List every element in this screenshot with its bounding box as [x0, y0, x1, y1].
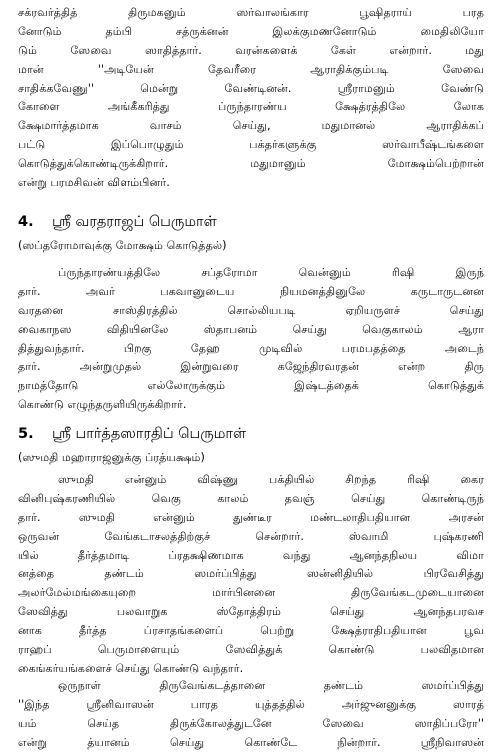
- section-4-title: ஸ்ரீ வரதராஜப் பெருமாள்: [52, 214, 217, 230]
- section-4-heading: [18, 210, 484, 234]
- section-5-line: ''இந்த ஸ்ரீனிவாஸன் பாரத யுத்தத்தில் அர்ஜுனனுக்கு ஸாரத்: [18, 697, 484, 711]
- intro-paragraph: [18, 4, 484, 193]
- intro-line: பட்டு இப்பொழுதும் பக்தர்களுக்கு ஸர்வாபீஷ்டங்களை: [18, 138, 484, 152]
- section-5-line: அலர்மேல்மங்கையுறை மார்பினனை திருவேங்கடமுடையானை: [18, 586, 484, 600]
- intro-line: என்று பரமசிவன் விளம்பினர்.: [18, 176, 170, 190]
- section-4-subtitle: (ஸப்தரோமாவுக்கு மோக்ஷம் கொடுத்தல்): [18, 239, 227, 252]
- intro-line: மான் ''அடியேன் தேவரீரை ஆராதிக்கும்படி ஸேவை: [18, 62, 484, 76]
- section-4-line: தித்துவந்தார். பிறகு தேஹ முடிவில் பரமபதத்தை அடைந்: [18, 341, 484, 355]
- intro-line: டும் ஸேவை ஸாதித்தார். வரன்களைக் கேள் என்றார். மது: [18, 43, 484, 57]
- section-5-line: னாக தீர்த்த ப்ரசாதங்களைப் பெற்று க்ஷேத்ராதிபதியான பூவ: [18, 624, 484, 638]
- section-5-paragraph-2: [18, 677, 484, 753]
- section-5-subtitle: (ஸுமதி மஹாராஜனுக்கு ப்ரத்யக்ஷம்): [18, 451, 205, 464]
- section-5-line: என்று த்யானம் செய்து கொண்டே நின்றார். ஸ்ரீநிவாஸன்: [18, 735, 484, 749]
- section-5-paragraph: [18, 471, 484, 679]
- section-4-line: வைகாநஸ விதியினலே ஸ்தாபனம் செய்து வெகுகாலம் ஆரா: [18, 322, 484, 336]
- section-5-line: வினிபுஷ்கரணியில் வெகு காலம் தவஞ் செய்து கொண்டிருந்: [18, 491, 484, 505]
- section-4-number: 4.: [18, 214, 34, 230]
- intro-line: சாதிக்கவேணு'' மென்று வேண்டினன். ஸ்ரீராமனும் வேண்டு: [18, 81, 484, 95]
- section-5-heading: [18, 422, 484, 446]
- section-4-line: நாமத்தோடு எல்லோருக்கும் இஷ்டத்தைக் கொடுத்துக்: [18, 379, 484, 393]
- section-4-line: ப்ருந்தாரண்யத்திலே சப்தரோமா வென்னும் ரிஷி இருந்: [58, 266, 484, 279]
- intro-line: கோளை அங்கீகரித்து ப்ருந்தாரண்ய க்ஷேத்ரத்திலே லோக: [18, 100, 484, 114]
- section-4-line: கொண்டு எழுந்தருளியிருக்கிறார்.: [18, 398, 187, 412]
- section-5-title: ஸ்ரீ பார்த்தஸாரதிப் பெருமாள்: [52, 426, 247, 442]
- section-5-line: ஸேவித்து பலவாறுக ஸ்தோத்திரம் செய்து ஆனந்தபரவச: [18, 605, 484, 619]
- section-4-line: தார். அன்றுமுதல் இன்றுவரை கஜேந்திரவரதன் என்ற திரு: [18, 360, 484, 374]
- section-4-paragraph: [18, 264, 484, 415]
- section-5-line: னத்தை தண்டம் ஸமர்ப்பித்து ஸன்னிதியில் பிரவேசித்து: [18, 567, 484, 581]
- intro-line: கொடுத்துக்கொண்டிருக்கிறார். மதுமானும் மோக்ஷம்பெற்றான்: [18, 157, 484, 171]
- intro-line: னோடும் தம்பி சத்ருக்னன் இலக்குமணனோடும் மைதிலியோ: [18, 24, 484, 38]
- intro-line: சக்ரவர்த்தித் திருமகனும் ஸர்வாலங்கார பூஷிதராய் பரத: [18, 6, 484, 19]
- intro-line: க்ஷேமார்த்தமாக வாசம் செய்து, மதுமானல் ஆராதிக்கப்: [18, 119, 484, 133]
- section-5-line: யம் செய்த திருக்கோலத்துடனே ஸேவை ஸாதிப்பரோ'': [18, 716, 484, 730]
- section-5-line: கைங்கர்யங்களைச் செய்து கொண்டு வந்தார்.: [18, 661, 244, 675]
- section-5-line: தார். ஸுமதி என்னும் துண்டீர மண்டலாதிபதியான அரசன்: [18, 510, 484, 524]
- section-5-line: யில் தீர்த்தமாடி ப்ரதக்ஷிணமாக வந்து ஆனந்தநிலய விமா: [18, 548, 484, 562]
- section-5-number: 5.: [18, 426, 34, 442]
- section-5-line: ஒருவன் வேங்கடாசலத்திற்குச் சென்றார். ஸ்வாமி புஷ்கரணி: [18, 529, 484, 543]
- section-4-line: வரதனை சாஸ்திரத்தில் சொல்லியபடி ஏறியருளச் செய்து: [18, 303, 484, 317]
- section-5-line: ஒருநாள் திருவேங்கடத்தானை தண்டம் ஸமர்ப்பித்து: [58, 679, 484, 692]
- section-5-line: ஸுமதி என்னும் விஷ்ணு பக்தியில் சிறந்த ரிஷி கைர: [58, 473, 484, 486]
- section-5-line: ராஹப் பெருமாளையும் ஸேவித்துக் கொண்டு பலவிதமான: [18, 643, 484, 657]
- section-4-line: தார். அவர் பகவானுடைய நியமனத்தினுலே கருடாருடனன: [18, 284, 484, 298]
